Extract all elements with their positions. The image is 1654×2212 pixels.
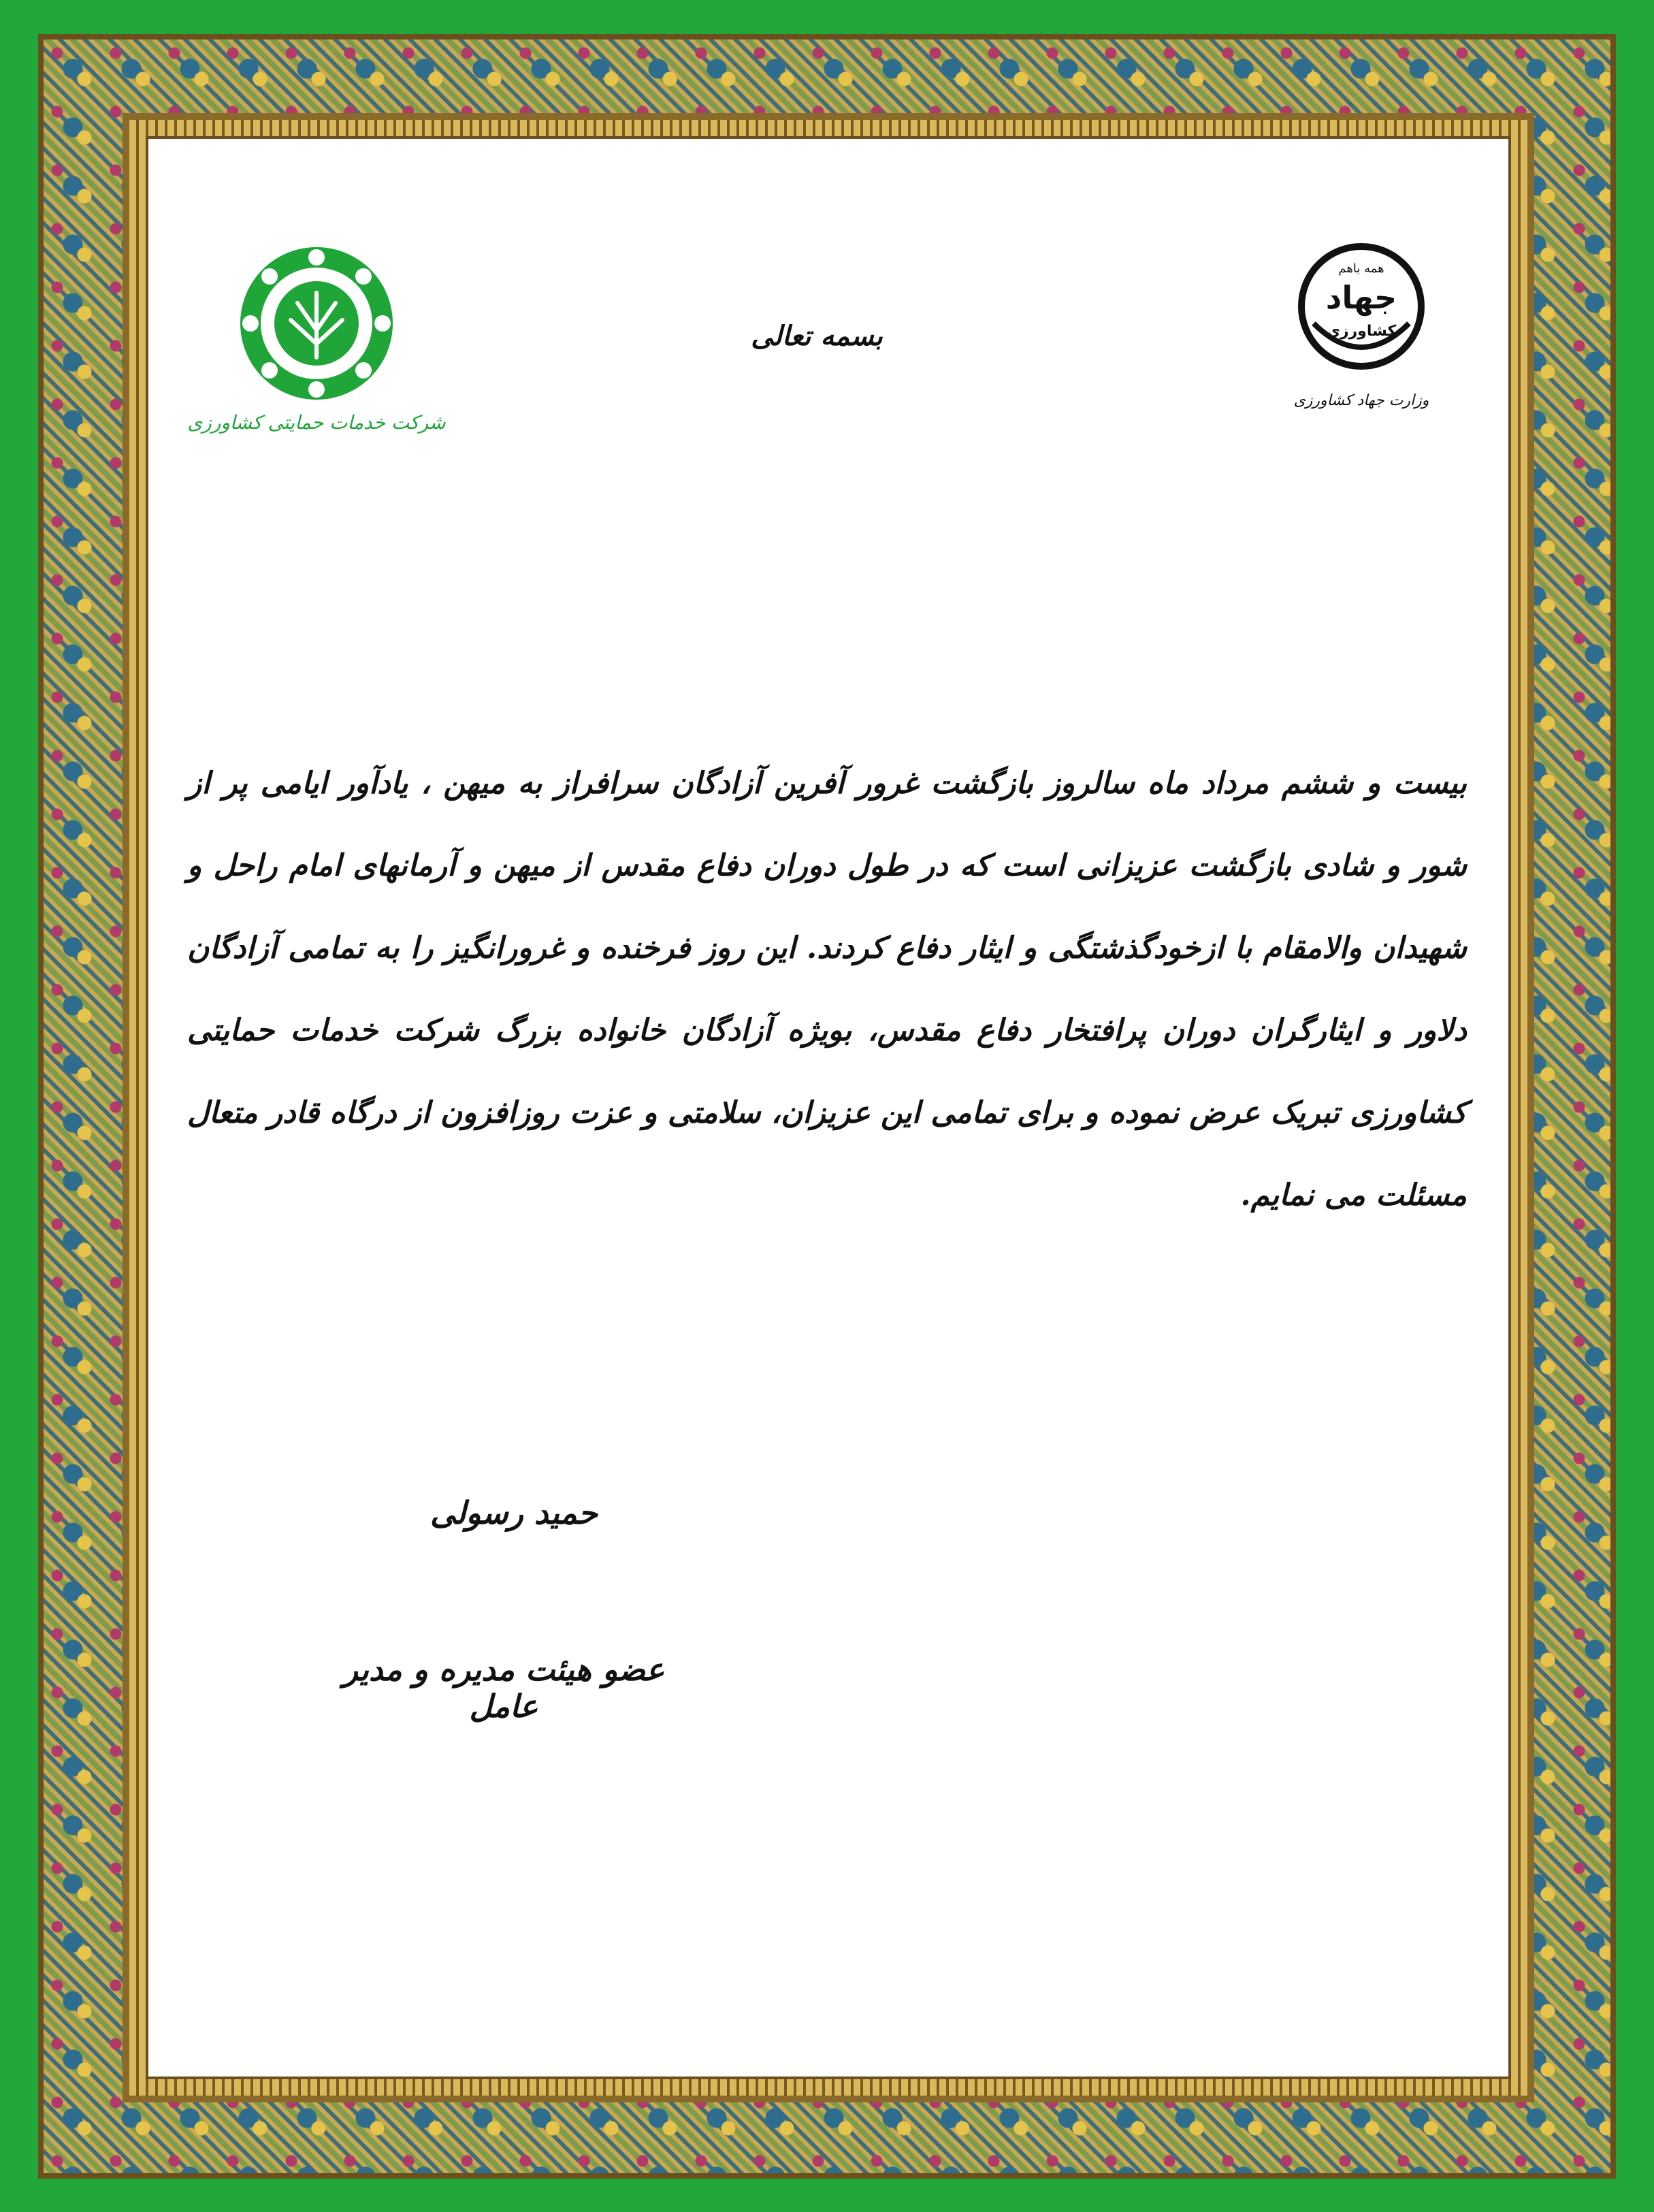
ministry-logo-main: جهاد <box>1325 279 1397 316</box>
company-caption: شرکت خدمات حمایتی کشاورزی <box>187 411 446 434</box>
ministry-logo-top: همه باهم <box>1338 261 1384 276</box>
letter-body: بیست و ششم مرداد ماه سالروز بازگشت غرور آفرین آزادگان سرافراز به میهن ، یادآور ایامی پر از شور و شادی بازگشت عزیزانی است که در طول دوران دفاع مقدس از میهن و آرمانهای امام راحل و شهیدان والامقام با ازخودگذشتگی و ایثار دفاع کردند. این روز فرخنده و غرورانگیز را به تمامی آزادگان دلاور و ایثارگران دوران پرافتخار دفاع مقدس، بویژه آزادگان خانواده بزرگ شرکت خدمات حمایتی کشاورزی تبریک عرض نموده و برای تمامی این عزیزان، سلامتی و عزت روزافزون از درگاه قادر متعال مسئلت می نمایم. <box>187 766 1467 1213</box>
ministry-logo <box>1293 242 1429 419</box>
signer-title: عضو هیئت مدیره و مدیر عامل <box>342 1651 665 1725</box>
ministry-logo-sub: کشاورزی <box>1326 323 1397 340</box>
ministry-emblem-icon <box>1293 242 1429 419</box>
ministry-caption: وزارت جهاد کشاورزی <box>1293 392 1429 409</box>
company-logo <box>187 242 446 439</box>
wheat-emblem-icon <box>187 242 446 439</box>
basmala-heading: بسمه تعالی <box>751 320 883 352</box>
signer-name: حمید رسولی <box>430 1494 598 1531</box>
